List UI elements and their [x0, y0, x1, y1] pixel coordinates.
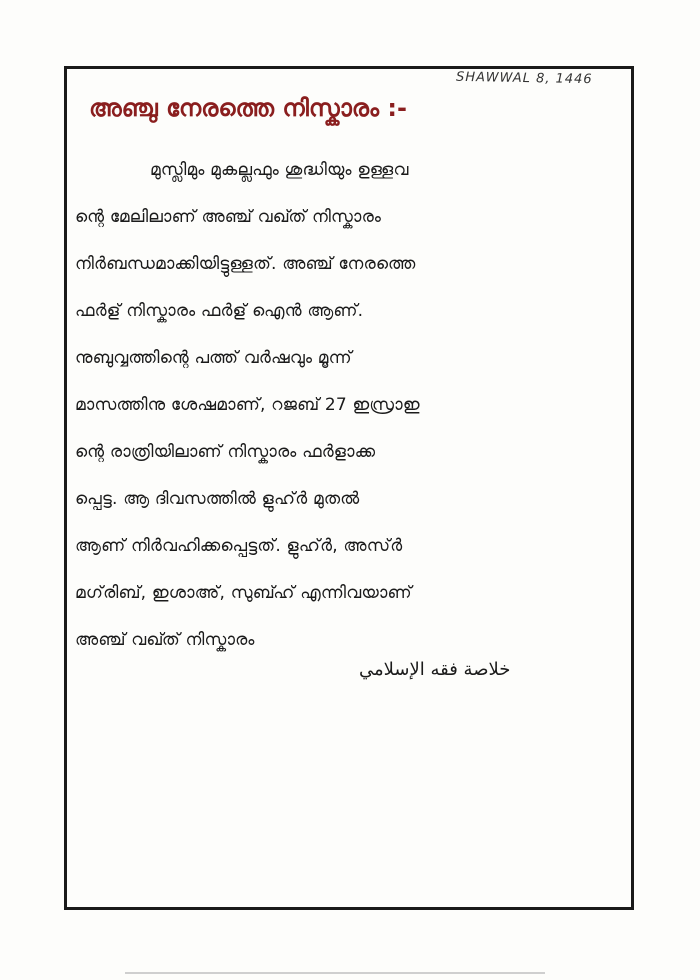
text-line: മഗ്‌രിബ്, ഇശാഅ്, സുബ്ഹ് എന്നിവയാണ് [75, 583, 412, 603]
date-stamp: SHAWWAL 8, 1446 [456, 69, 594, 88]
body-text [75, 147, 627, 664]
page-title: അഞ്ചു നേരത്തെ നിസ്കാരം :- [89, 94, 407, 122]
text-line: നിർബന്ധമാക്കിയിട്ടുള്ളത്. അഞ്ച് നേരത്തെ [75, 254, 416, 274]
page-frame [64, 66, 634, 910]
page-edge-divider [125, 972, 545, 974]
text-line: ഫർള് നിസ്കാരം ഫർള് ഐൻ ആണ്. [75, 301, 364, 321]
text-line: അഞ്ച് വഖ്ത് നിസ്കാരം [75, 630, 255, 650]
text-line: നുബുവ്വത്തിന്റെ പത്ത് വർഷവും മൂന്ന് [75, 348, 352, 368]
source-reference: خلاصة فقه الإسلامي [359, 659, 511, 680]
text-line: ന്റെ മേലിലാണ് അഞ്ച് വഖ്ത് നിസ്കാരം [75, 207, 382, 227]
text-line: ന്റെ രാത്രിയിലാണ് നിസ്കാരം ഫർളാക്ക [75, 442, 376, 462]
text-line: ആണ് നിർവഹിക്കപ്പെട്ടത്. ളുഹ്ർ, അസ്ർ [75, 536, 403, 556]
text-line: പ്പെട്ട. ആ ദിവസത്തിൽ ളുഹ്ർ മുതൽ [75, 489, 360, 509]
text-line: മാസത്തിനു ശേഷമാണ്, റജബ് 27 ഇസ്രാഇ [75, 395, 420, 415]
text-line: മുസ്ലിമും മുകല്ലഫും ശുദ്ധിയും ഉള്ളവ [150, 160, 409, 180]
